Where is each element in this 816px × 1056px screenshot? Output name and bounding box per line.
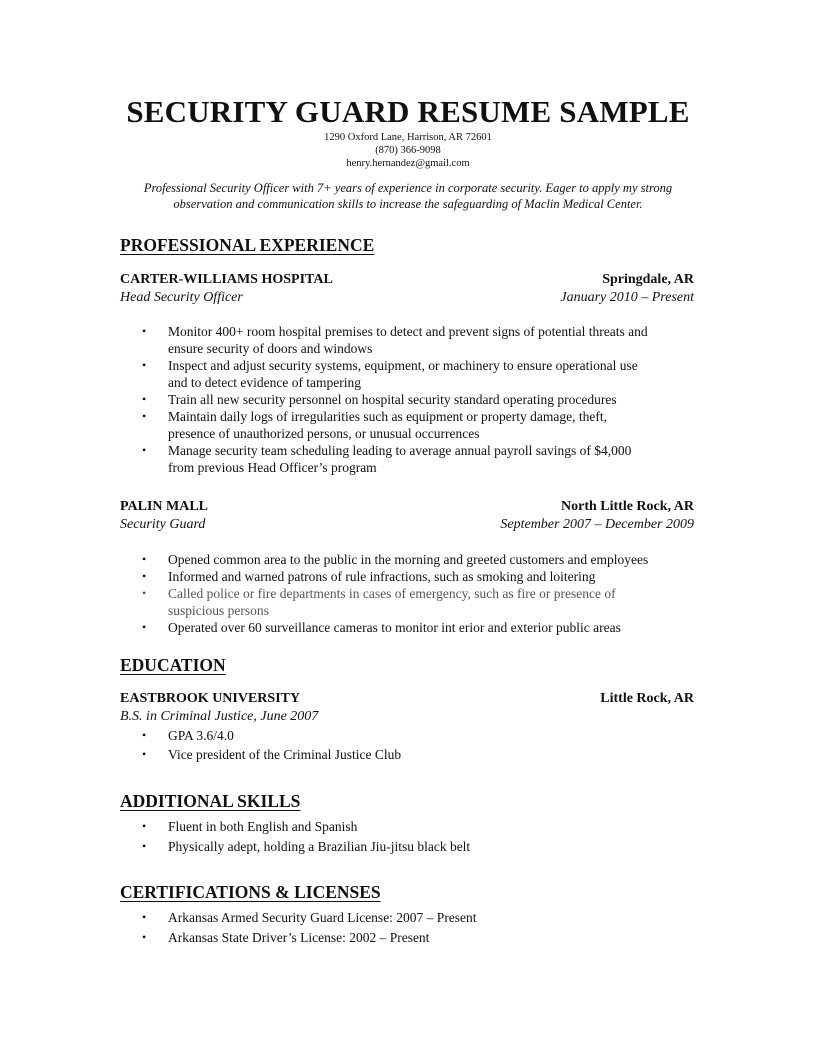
bullet-icon: • bbox=[142, 392, 147, 406]
list-item: • Maintain daily logs of irregularities such as equipment or property damage, theft, presence of unauthorized persons, or unusual occurrences bbox=[142, 409, 608, 441]
contact-address: 1290 Oxford Lane, Harrison, AR 72601 bbox=[324, 132, 492, 143]
job-2-title: Security Guard bbox=[120, 517, 206, 532]
job-2-header bbox=[120, 499, 694, 517]
list-item: • Manage security team scheduling leading to average annual payroll savings of $4,000 from previous Head Officer’s program bbox=[142, 443, 632, 475]
education-subheader bbox=[120, 709, 694, 727]
bullet-icon: • bbox=[142, 728, 147, 742]
summary-line-2: observation and communication skills to increase the safeguarding of Maclin Medical Center. bbox=[173, 197, 643, 211]
list-item: • Opened common area to the public in the morning and greeted customers and employees bbox=[142, 552, 649, 567]
section-heading-skills: ADDITIONAL SKILLS bbox=[120, 791, 301, 811]
certifications-bullets bbox=[140, 909, 700, 946]
job-1-subheader bbox=[120, 290, 694, 308]
education-school: EASTBROOK UNIVERSITY bbox=[120, 691, 301, 706]
job-2-company: PALIN MALL bbox=[120, 499, 209, 514]
list-item: • Informed and warned patrons of rule infractions, such as smoking and loitering bbox=[142, 569, 596, 584]
job-2-subheader bbox=[120, 517, 694, 535]
professional-summary bbox=[112, 180, 704, 212]
bullet-icon: • bbox=[142, 324, 147, 338]
list-item: • Arkansas State Driver’s License: 2002 – Present bbox=[142, 930, 430, 945]
list-item: • Train all new security personnel on hospital security standard operating procedures bbox=[142, 392, 617, 407]
education-degree: B.S. in Criminal Justice, June 2007 bbox=[120, 709, 319, 724]
contact-email: henry.hernandez@gmail.com bbox=[346, 158, 470, 169]
job-1-company: CARTER-WILLIAMS HOSPITAL bbox=[120, 272, 333, 287]
education-location: Little Rock, AR bbox=[600, 691, 694, 706]
bullet-icon: • bbox=[142, 569, 147, 583]
section-heading-education: EDUCATION bbox=[120, 655, 226, 675]
job-2-location: North Little Rock, AR bbox=[561, 499, 694, 514]
bullet-icon: • bbox=[142, 443, 147, 457]
summary-line-1: Professional Security Officer with 7+ years of experience in corporate security. Eager to apply my strong bbox=[143, 181, 673, 195]
bullet-icon: • bbox=[142, 910, 147, 924]
list-item: • Operated over 60 surveillance cameras to monitor int erior and exterior public areas bbox=[142, 620, 621, 635]
job-1-title: Head Security Officer bbox=[120, 290, 243, 305]
list-item: • Monitor 400+ room hospital premises to detect and prevent signs of potential threats and ensure security of doors and windows bbox=[142, 324, 648, 356]
bullet-icon: • bbox=[142, 552, 147, 566]
resume-title: SECURITY GUARD RESUME SAMPLE bbox=[126, 94, 690, 129]
skills-bullets bbox=[140, 818, 700, 855]
job-1-dates: January 2010 – Present bbox=[560, 290, 694, 305]
list-item: • GPA 3.6/4.0 bbox=[142, 728, 234, 743]
job-1-bullets bbox=[140, 323, 700, 476]
bullet-icon: • bbox=[142, 409, 147, 423]
list-item: • Inspect and adjust security systems, equipment, or machinery to ensure operational use and to detect evidence of tampering bbox=[142, 358, 638, 390]
section-heading-experience: PROFESSIONAL EXPERIENCE bbox=[120, 235, 375, 255]
bullet-icon: • bbox=[142, 747, 147, 761]
education-header bbox=[120, 691, 694, 709]
list-item: • Physically adept, holding a Brazilian Jiu-jitsu black belt bbox=[142, 839, 471, 854]
bullet-icon: • bbox=[142, 839, 147, 853]
bullet-icon: • bbox=[142, 358, 147, 372]
education-bullets bbox=[140, 727, 700, 763]
list-item: • Vice president of the Criminal Justice Club bbox=[142, 747, 402, 762]
job-2-bullets bbox=[140, 551, 700, 636]
job-1-header bbox=[120, 272, 694, 290]
bullet-icon: • bbox=[142, 930, 147, 944]
bullet-icon: • bbox=[142, 586, 147, 600]
list-item: • Arkansas Armed Security Guard License: 2007 – Present bbox=[142, 910, 477, 925]
job-2-dates: September 2007 – December 2009 bbox=[500, 517, 694, 532]
list-item: • Fluent in both English and Spanish bbox=[142, 819, 358, 834]
bullet-icon: • bbox=[142, 819, 147, 833]
job-1-location: Springdale, AR bbox=[602, 272, 694, 287]
contact-phone: (870) 366-9098 bbox=[375, 145, 441, 156]
list-item: • Called police or fire departments in cases of emergency, such as fire or presence of suspicious persons bbox=[142, 586, 616, 618]
bullet-icon: • bbox=[142, 620, 147, 634]
section-heading-certifications: CERTIFICATIONS & LICENSES bbox=[120, 882, 381, 902]
